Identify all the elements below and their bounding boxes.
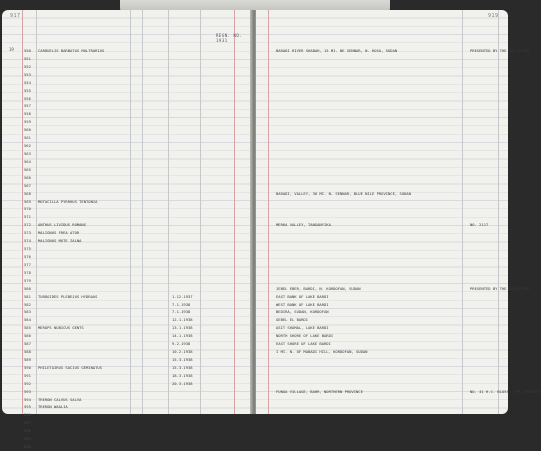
collection-date: 9.2.1938 — [172, 341, 191, 347]
ledger-row — [256, 55, 508, 63]
ledger-row — [256, 308, 508, 316]
locality-text: ASIT SHAMAL, LAKE BARDI — [276, 325, 329, 331]
collection-date: 18.3.1938 — [172, 372, 193, 378]
ledger-row — [256, 443, 508, 451]
row-number: 559 — [24, 119, 31, 125]
ledger-row — [256, 134, 508, 142]
ledger-row — [256, 95, 508, 103]
row-number: 590 — [24, 364, 31, 370]
row-number: 572 — [24, 222, 31, 228]
ledger-row — [2, 293, 252, 301]
left-page — [2, 10, 252, 450]
row-number: 575 — [24, 246, 31, 252]
ledger-row — [2, 55, 252, 63]
ledger-row — [2, 134, 252, 142]
ledger-row — [256, 403, 508, 411]
species-name: MOTACILLA PYRRHUS TENTONIA — [38, 198, 98, 204]
row-number: 565 — [24, 166, 31, 172]
row-number: 596 — [24, 412, 31, 418]
ledger-row — [256, 356, 508, 364]
ledger-row — [2, 198, 252, 206]
ledger-row — [256, 427, 508, 435]
ledger-row — [2, 316, 252, 324]
ledger-row — [2, 340, 252, 348]
ledger-row — [2, 221, 252, 229]
locality-text: EAST SHORE OF LAKE BARDI — [276, 341, 331, 347]
collection-date: 7.1.1938 — [172, 309, 191, 315]
collector-text: NO. 2117 — [470, 222, 489, 228]
ledger-row — [256, 316, 508, 324]
ledger-row — [256, 102, 508, 110]
ledger-row — [2, 277, 252, 285]
ledger-row — [2, 102, 252, 110]
species-name: TRERON CALVUS SALVA — [38, 396, 82, 402]
collection-date: 14.1.1938 — [172, 333, 193, 339]
collection-date: 20.3.1938 — [172, 380, 193, 386]
collector-text: PRESENTED BY THE COLLECTOR — [470, 285, 530, 291]
ledger-row — [2, 87, 252, 95]
row-number: 550 — [24, 48, 31, 53]
locality-text: FUNGA VILLAGE, BAHR, NORTHERN PROVINCE — [276, 388, 363, 394]
ledger-row — [256, 158, 508, 166]
ledger-row — [256, 71, 508, 79]
row-number: 594 — [24, 396, 31, 402]
ledger-row — [2, 158, 252, 166]
row-number: 584 — [24, 317, 31, 323]
row-number: 592 — [24, 380, 31, 386]
row-number: 562 — [24, 143, 31, 149]
row-number: 551 — [24, 55, 31, 61]
ledger-row — [256, 324, 508, 332]
row-number: 553 — [24, 71, 31, 77]
ledger-row — [2, 356, 252, 364]
ledger-row — [2, 419, 252, 427]
ledger-row — [256, 269, 508, 277]
row-number: 597 — [24, 420, 31, 426]
row-number: 583 — [24, 309, 31, 315]
row-number: 556 — [24, 95, 31, 101]
ledger-row — [2, 205, 252, 213]
row-number: 580 — [24, 285, 31, 291]
species-name: MALIGNUS FREA ATOR — [38, 230, 80, 236]
row-number: 576 — [24, 253, 31, 259]
ledger-row — [256, 63, 508, 71]
row-number: 552 — [24, 63, 31, 69]
ledger-row — [2, 301, 252, 309]
page-number: 917 — [10, 13, 21, 19]
locality-text: JEBEL EBER, BARDI, N. KORDOFAN, SUDAN — [276, 285, 361, 291]
ledger-row — [2, 253, 252, 261]
ledger-row — [2, 403, 252, 411]
row-number: 598 — [24, 428, 31, 434]
locality-text: BARADI, VALLEY, 30 MI. N. SENNAR, BLUE NILE PROVINCE, SUDAN — [276, 190, 411, 196]
ledger-row — [256, 340, 508, 348]
right-row-list — [256, 47, 541, 451]
ledger-row — [2, 364, 252, 372]
ledger-row — [256, 79, 508, 87]
ledger-row — [256, 411, 508, 419]
row-number: 579 — [24, 277, 31, 283]
ledger-row — [2, 174, 252, 182]
ledger-row — [256, 118, 508, 126]
ledger-row — [256, 166, 508, 174]
ledger-row — [2, 261, 252, 269]
collection-date: 7.1.1938 — [172, 301, 191, 307]
right-page — [256, 10, 541, 414]
row-number: 578 — [24, 269, 31, 275]
row-number: 558 — [24, 111, 31, 117]
ledger-row — [256, 293, 508, 301]
ledger-row — [2, 324, 252, 332]
ledger-row — [256, 285, 530, 293]
ledger-row — [256, 332, 508, 340]
collection-date: 13.1.1938 — [172, 325, 193, 331]
row-number: 585 — [24, 325, 31, 331]
ledger-row — [256, 205, 508, 213]
row-number: 581 — [24, 293, 31, 299]
row-marker: 19 — [9, 47, 14, 52]
page-number: 919 — [488, 13, 499, 19]
ledger-row — [2, 190, 252, 198]
row-number: 593 — [24, 388, 31, 394]
ledger-row — [2, 229, 252, 237]
collection-date: 15.3.1938 — [172, 364, 193, 370]
ledger-row — [2, 348, 252, 356]
collection-date: 10.2.1938 — [172, 349, 193, 355]
ledger-row — [2, 237, 252, 245]
locality-text: BEDIRA, SUDAN, KORDOFAN — [276, 309, 329, 315]
collection-date: 12.1.1938 — [172, 317, 193, 323]
row-number: 574 — [24, 238, 31, 244]
ledger-row — [2, 126, 252, 134]
ledger-row — [256, 229, 508, 237]
species-name: PHILETAIRUS SOCIUS GEMINATUS — [38, 364, 103, 370]
ledger-row — [256, 47, 530, 55]
row-number: 563 — [24, 150, 31, 156]
page-header: REGN. NO. 1931 — [216, 33, 243, 43]
row-number: 566 — [24, 174, 31, 180]
row-number: 554 — [24, 79, 31, 85]
row-number: 568 — [24, 190, 31, 196]
ledger-row — [256, 348, 508, 356]
ledger-row — [2, 269, 252, 277]
row-number: 555 — [24, 87, 31, 93]
row-number: 586 — [24, 333, 31, 339]
ledger-row — [2, 110, 252, 118]
ledger-row — [2, 380, 252, 388]
ledger-row — [2, 182, 252, 190]
row-number: 588 — [24, 349, 31, 355]
ledger-row — [256, 277, 508, 285]
ledger-row — [256, 221, 508, 229]
ledger-row — [256, 110, 508, 118]
ledger-row — [256, 150, 508, 158]
locality-text: WEST BANK OF LAKE BARDI — [276, 301, 329, 307]
ledger-row — [256, 182, 508, 190]
ledger-row — [256, 213, 508, 221]
ledger-row — [2, 308, 252, 316]
ledger-row — [256, 419, 508, 427]
row-number: 557 — [24, 103, 31, 109]
ledger-row — [256, 198, 508, 206]
row-number: 561 — [24, 135, 31, 141]
ledger-row — [2, 79, 252, 87]
ledger-row — [2, 213, 252, 221]
row-number: 600 — [24, 444, 31, 450]
ledger-row — [2, 372, 252, 380]
row-number: 587 — [24, 341, 31, 347]
locality-text: GEBEL EL BARDI — [276, 317, 309, 323]
row-number: 571 — [24, 214, 31, 220]
ledger-row — [256, 396, 508, 404]
ledger-row — [2, 332, 252, 340]
ledger-row — [256, 364, 508, 372]
collection-date: 1.12.1937 — [172, 293, 193, 299]
ledger-row — [256, 142, 508, 150]
ledger-row — [2, 443, 252, 451]
ledger-row — [256, 435, 508, 443]
ledger-row — [2, 71, 252, 79]
ledger-row — [2, 47, 252, 55]
collector-text: PRESENTED BY THE COLLECTOR — [470, 48, 530, 53]
locality-text: NORTH SHORE OF LAKE BARDI — [276, 333, 334, 339]
row-number: 567 — [24, 182, 31, 188]
ledger-row — [256, 301, 508, 309]
ledger-row — [2, 388, 252, 396]
ledger-row — [2, 435, 252, 443]
row-number: 564 — [24, 158, 31, 164]
ledger-row — [256, 126, 508, 134]
ledger-row — [256, 253, 508, 261]
ledger-row — [2, 427, 252, 435]
locality-text: MERKA VALLEY, TANGANYIKA — [276, 222, 331, 228]
ledger-row — [2, 411, 252, 419]
species-name: TRERON WAALIA — [38, 404, 68, 410]
row-number: 595 — [24, 404, 31, 410]
row-number: 582 — [24, 301, 31, 307]
ledger-row — [256, 174, 508, 182]
ledger-row — [256, 388, 541, 396]
ledger-row — [2, 150, 252, 158]
ledger-row — [2, 166, 252, 174]
row-number: 599 — [24, 436, 31, 442]
row-number: 570 — [24, 206, 31, 212]
locality-text: I MI. N. OF MABADI HILL, KORDOFAN, SUDAN — [276, 349, 368, 355]
ledger-row — [256, 245, 508, 253]
locality-text: EAST BANK OF LAKE BARDI — [276, 293, 329, 299]
row-number: 589 — [24, 356, 31, 362]
ledger-row — [256, 372, 508, 380]
row-number: 577 — [24, 261, 31, 267]
ledger-row — [2, 118, 252, 126]
ledger-row — [2, 396, 252, 404]
ledger-row — [256, 380, 508, 388]
collector-text: NO. 41 H.C. BLOSS / PR. ROBERTS — [470, 388, 541, 394]
ledger-row — [256, 261, 508, 269]
left-row-list — [2, 47, 252, 451]
species-name: ANTHUS LIVIDUS ROMANS — [38, 222, 87, 228]
ledger-row — [256, 237, 508, 245]
ledger-row — [256, 87, 508, 95]
ledger-row — [2, 95, 252, 103]
species-name: MEROPS NUBICUS GENTS — [38, 325, 84, 331]
species-name: CARDUELIS BARBATUS MOLTRARIUS — [38, 48, 105, 53]
ledger-row — [2, 142, 252, 150]
species-name: MALIGNUS MOTE ZALNA — [38, 238, 82, 244]
row-number: 573 — [24, 230, 31, 236]
species-name: TURDOIDES PLEBEJUS HYDRAUS — [38, 293, 98, 299]
ledger-row — [2, 285, 252, 293]
row-number: 560 — [24, 127, 31, 133]
ledger-row — [256, 190, 508, 198]
row-number: 591 — [24, 372, 31, 378]
row-number: 569 — [24, 198, 31, 204]
ledger-row — [2, 245, 252, 253]
ledger-row — [2, 63, 252, 71]
collection-date: 15.3.1938 — [172, 356, 193, 362]
locality-text: BARADI RIVER SHABAH, 15 MI. NE SENNAR, N. ROSA, SUDAN — [276, 48, 398, 53]
